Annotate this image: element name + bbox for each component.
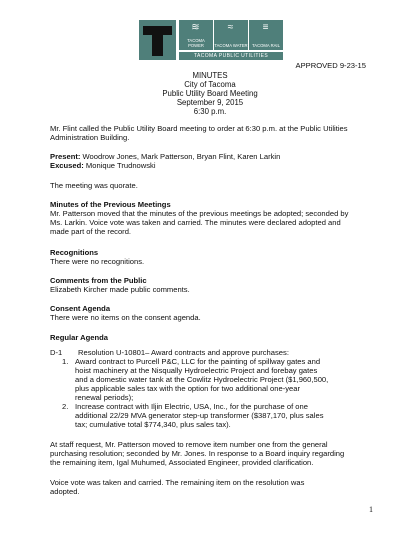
logo-t-block <box>139 20 176 60</box>
opening-line: Administration Building. <box>50 133 130 142</box>
power-wave-icon: ≋ <box>191 22 201 33</box>
staff-request-line: At staff request, Mr. Patterson moved to remove item number one from the general <box>50 440 328 449</box>
subitem-line: Increase contract with Iljin Electric, USA, Inc., for the purchase of one <box>75 402 308 411</box>
recognitions-text: There were no recognitions. <box>50 257 145 266</box>
minutes-heading: Minutes of the Previous Meetings <box>50 200 171 209</box>
staff-request-line: purchasing resolution; seconded by Mr. Jones. In response to a Board inquiry regarding <box>50 449 345 458</box>
page-number: 1 <box>369 505 373 514</box>
subitem-line: Award contract to Purcell P&C, LLC for the painting of spillway gates and <box>75 357 321 366</box>
rail-track-icon: ≡ <box>262 22 270 33</box>
meeting-time: 6:30 p.m. <box>193 107 227 116</box>
comments-heading: Comments from the Public <box>50 276 147 285</box>
subitem-line: renewal periods); <box>75 393 134 402</box>
subitem-number: 2. <box>62 402 69 411</box>
consent-heading: Consent Agenda <box>50 304 111 313</box>
logo-rail-unit <box>249 20 283 50</box>
subitem-line: tax; cumulative total $774,340, plus sales tax). <box>75 420 231 429</box>
vote-line: Voice vote was taken and carried. The remaining item on the resolution was <box>50 478 305 487</box>
subitem-line: plus applicable sales tax with the option for two additional one-year <box>75 384 300 393</box>
opening-line: Mr. Flint called the Public Utility Board meeting to order at 6:30 p.m. at the Public Utilities <box>50 124 348 133</box>
excused-names: Monique Trudnowski <box>85 161 156 170</box>
excused-label: Excused: <box>50 161 84 170</box>
subitem-line: additional 22/29 MVA generator step-up transformer ($387,170, plus sales <box>75 411 324 420</box>
present-label: Present: <box>50 152 81 161</box>
excused-line <box>50 161 380 170</box>
logo-banner: TACOMA PUBLIC UTILITIES <box>179 52 283 60</box>
subitem-line: and a domestic water tank at the Cowlitz Hydroelectric Project ($1,960,500, <box>75 375 329 384</box>
water-wave-icon: ≈ <box>227 22 235 33</box>
present-names: Woodrow Jones, Mark Patterson, Bryan Flint, Karen Larkin <box>82 152 281 161</box>
meeting-name: Public Utility Board Meeting <box>162 89 258 98</box>
agenda-item-tag: D-1 <box>50 348 63 357</box>
subitem-number: 1. <box>62 357 69 366</box>
logo-water-label: TACOMA WATER <box>214 42 248 48</box>
staff-request-line: the remaining item, Igal Muhumed, Associated Engineer, provided clarification. <box>50 458 314 467</box>
tacoma-public-utilities-logo <box>139 20 283 60</box>
meeting-date: September 9, 2015 <box>176 98 244 107</box>
regular-heading: Regular Agenda <box>50 333 108 342</box>
minutes-line: made part of the record. <box>50 227 132 236</box>
recognitions-heading: Recognitions <box>50 248 99 257</box>
consent-text: There were no items on the consent agenda. <box>50 313 201 322</box>
organization: City of Tacoma <box>184 80 236 89</box>
logo-power-unit <box>179 20 213 50</box>
logo-rail-label: TACOMA RAIL <box>252 42 280 48</box>
minutes-line: Ms. Larkin. Voice vote was taken and carried. The minutes were declared adopted and <box>50 218 341 227</box>
logo-power-label: TACOMA POWER <box>187 38 205 48</box>
present-line <box>50 152 380 161</box>
minutes-line: Mr. Patterson moved that the minutes of the previous meetings be adopted; seconded by <box>50 209 349 218</box>
logo-water-unit <box>214 20 248 50</box>
vote-line: adopted. <box>50 487 80 496</box>
quorum-text: The meeting was quorate. <box>50 181 138 190</box>
comments-text: Elizabeth Kircher made public comments. <box>50 285 190 294</box>
subitem-line: hoist machinery at the Nisqually Hydroelectric Project and forebay gates <box>75 366 318 375</box>
minutes-title: MINUTES <box>192 71 228 80</box>
agenda-item-title: Resolution U-10801– Award contracts and approve purchases: <box>78 348 289 357</box>
approved-stamp: APPROVED 9-23-15 <box>295 61 366 70</box>
